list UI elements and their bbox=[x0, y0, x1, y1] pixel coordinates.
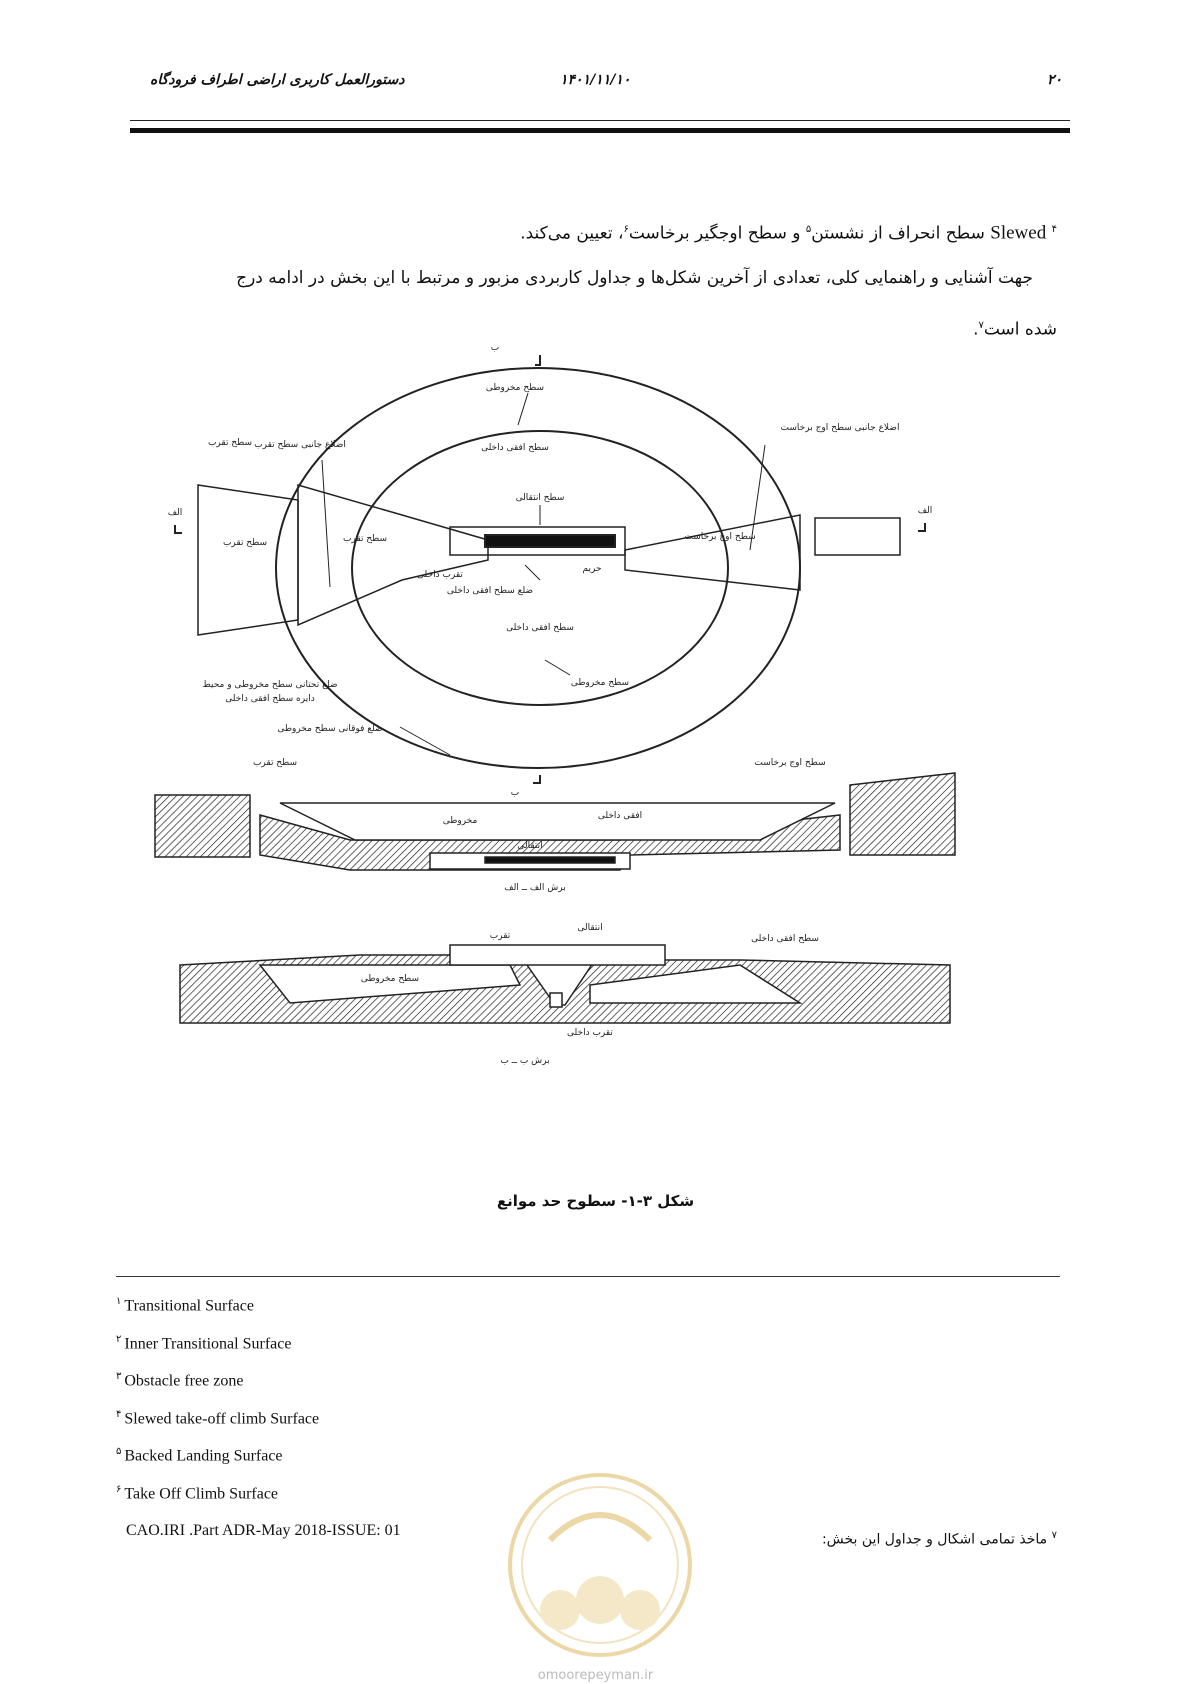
section-b-approach-box bbox=[450, 945, 665, 965]
text-part-3: ، تعیین می‌کند. bbox=[520, 223, 624, 244]
section-a-horizontal bbox=[280, 803, 835, 840]
footnote-2-num: ۲ bbox=[116, 1334, 122, 1345]
conical-bottom-label: سطح مخروطی bbox=[570, 678, 630, 688]
gear-icon bbox=[620, 1590, 660, 1630]
footnote-7-num: ۷ bbox=[1051, 1530, 1057, 1541]
footnote-ref-4: ۴ bbox=[1051, 224, 1057, 235]
approach-sides-label: اضلاع جانبی سطح تقرب bbox=[254, 440, 346, 450]
section-a-right-block bbox=[850, 773, 955, 855]
footnote-2-text: Inner Transitional Surface bbox=[124, 1335, 292, 1353]
alef-left-label: الف bbox=[167, 508, 183, 518]
header-title: دستورالعمل کاربری اراضی اطراف فرودگاه bbox=[150, 72, 405, 88]
section-b-approach-label: تقرب bbox=[489, 931, 511, 941]
figure-caption: شکل ۳-۱- سطوح حد موانع bbox=[496, 1192, 695, 1210]
footnote-1-num: ۱ bbox=[116, 1296, 122, 1307]
footnote-ref-6: ۶ bbox=[623, 224, 629, 235]
watermark-seal bbox=[505, 1470, 695, 1660]
text-part-2: و سطح اوجگیر برخاست bbox=[628, 223, 806, 244]
slewed-word: Slewed bbox=[990, 222, 1047, 244]
footnote-4-text: Slewed take-off climb Surface bbox=[124, 1410, 320, 1428]
section-b-conical-label: سطح مخروطی bbox=[360, 974, 420, 984]
inner-horizontal-top-label: سطح افقی داخلی bbox=[481, 443, 549, 453]
takeoff-sides-label: اضلاع جانبی سطح اوج برخاست bbox=[780, 423, 900, 433]
inner-horizontal-bottom-label: سطح افقی داخلی bbox=[506, 623, 574, 633]
section-a-approach-label: سطح تقرب bbox=[252, 758, 298, 768]
footnote-2 bbox=[116, 1334, 291, 1353]
footnote-5-text: Backed Landing Surface bbox=[124, 1447, 283, 1465]
body-line-2: جهت آشنایی و راهنمایی کلی، تعدادی از آخرین شکل‌ها و جداول کاربردی مزبور و مرتبط با این بخش در ادامه درج bbox=[236, 268, 1033, 288]
approach-surface-outer-label: سطح تقرب bbox=[207, 438, 253, 448]
footnote-1 bbox=[116, 1296, 254, 1315]
takeoff-outer-block bbox=[815, 518, 900, 555]
runway-rect bbox=[485, 535, 615, 547]
gear-icon bbox=[540, 1590, 580, 1630]
footnote-7-source: CAO.IRI .Part ADR-May 2018-ISSUE: 01 bbox=[126, 1522, 401, 1539]
inner-approach-label: تقرب داخلی bbox=[417, 570, 463, 580]
footnote-6-text: Take Off Climb Surface bbox=[124, 1485, 279, 1503]
header-rule-thick bbox=[130, 128, 1070, 133]
section-a-takeoff-label: سطح اوج برخاست bbox=[754, 758, 826, 768]
inner-horizontal-edge-label: ضلع سطح افقی داخلی bbox=[446, 586, 534, 596]
approach-surface-block-label: سطح تقرب bbox=[222, 538, 268, 548]
line3-end: . bbox=[973, 319, 979, 340]
header-date: ۱۴۰۱/۱۱/۱۰ bbox=[560, 72, 631, 88]
footnote-4 bbox=[116, 1409, 319, 1428]
text-line3: شده است bbox=[983, 319, 1057, 340]
section-b-inner-approach bbox=[550, 993, 562, 1007]
footnote-5 bbox=[116, 1446, 283, 1465]
header-rule-thin bbox=[130, 120, 1070, 121]
footnote-3-num: ۳ bbox=[116, 1371, 122, 1382]
footnote-1-text: Transitional Surface bbox=[124, 1297, 254, 1315]
section-a-runway bbox=[485, 857, 615, 863]
section-b-cut-label: برش ب ــ ب bbox=[500, 1056, 550, 1066]
footnote-3-text: Obstacle free zone bbox=[124, 1372, 244, 1390]
lower-edge-conical-label-2: دایره سطح افقی داخلی bbox=[225, 694, 315, 704]
footnote-7 bbox=[822, 1530, 1057, 1548]
obstacle-limitation-surfaces-figure bbox=[150, 343, 1050, 1185]
conical-top-label: سطح مخروطی bbox=[485, 383, 545, 393]
transitional-label: سطح انتقالی bbox=[515, 493, 565, 503]
section-a-transitional-label: انتقالی bbox=[517, 841, 543, 851]
upper-edge-conical-label: ضلع فوقانی سطح مخروطی bbox=[277, 724, 383, 734]
footnote-6 bbox=[116, 1484, 278, 1503]
footnote-rule bbox=[116, 1276, 1060, 1277]
strip-label: حریم bbox=[582, 564, 602, 574]
body-line-1 bbox=[520, 208, 1057, 256]
takeoff-climb-label: سطح اوج برخاست bbox=[684, 532, 756, 542]
footnote-3 bbox=[116, 1371, 243, 1390]
watermark-url: omoorepeyman.ir bbox=[537, 1668, 654, 1683]
person-icon bbox=[576, 1576, 624, 1624]
b-top-label: ب bbox=[490, 343, 500, 353]
footnote-5-num: ۵ bbox=[116, 1446, 122, 1457]
alef-right-label: الف bbox=[917, 506, 933, 516]
section-b-inner-horizontal-label: سطح افقی داخلی bbox=[751, 934, 819, 944]
body-line-3 bbox=[973, 304, 1057, 352]
footnote-7-text: ماخذ تمامی اشکال و جداول این بخش: bbox=[821, 1531, 1048, 1548]
outer-conical-ellipse bbox=[276, 368, 800, 768]
inner-horizontal-ellipse bbox=[352, 431, 728, 705]
b-bottom-label: ب bbox=[510, 788, 520, 798]
section-b-inner-approach-label: تقرب داخلی bbox=[567, 1028, 613, 1038]
footnote-6-num: ۶ bbox=[116, 1484, 122, 1495]
lower-edge-conical-label-1: ضلع تحتانی سطح مخروطی و محیط bbox=[202, 680, 338, 690]
approach-surface-inner-label: سطح تقرب bbox=[342, 534, 388, 544]
page-number: ۲۰ bbox=[1047, 72, 1063, 88]
section-a-left-block bbox=[155, 795, 250, 857]
footnote-ref-7: ۷ bbox=[978, 320, 984, 331]
footnote-4-num: ۴ bbox=[116, 1409, 122, 1420]
section-a-inner-horizontal-label: افقی داخلی bbox=[597, 811, 643, 821]
takeoff-funnel bbox=[625, 515, 800, 590]
section-a-conical-label: مخروطی bbox=[442, 816, 478, 826]
section-a-cut-label: برش الف ــ الف bbox=[504, 883, 566, 893]
footnote-ref-5: ۵ bbox=[805, 224, 812, 235]
text-part-1: سطح انحراف از نشستن bbox=[811, 223, 991, 244]
section-b-transitional-label: انتقالی bbox=[577, 923, 603, 933]
